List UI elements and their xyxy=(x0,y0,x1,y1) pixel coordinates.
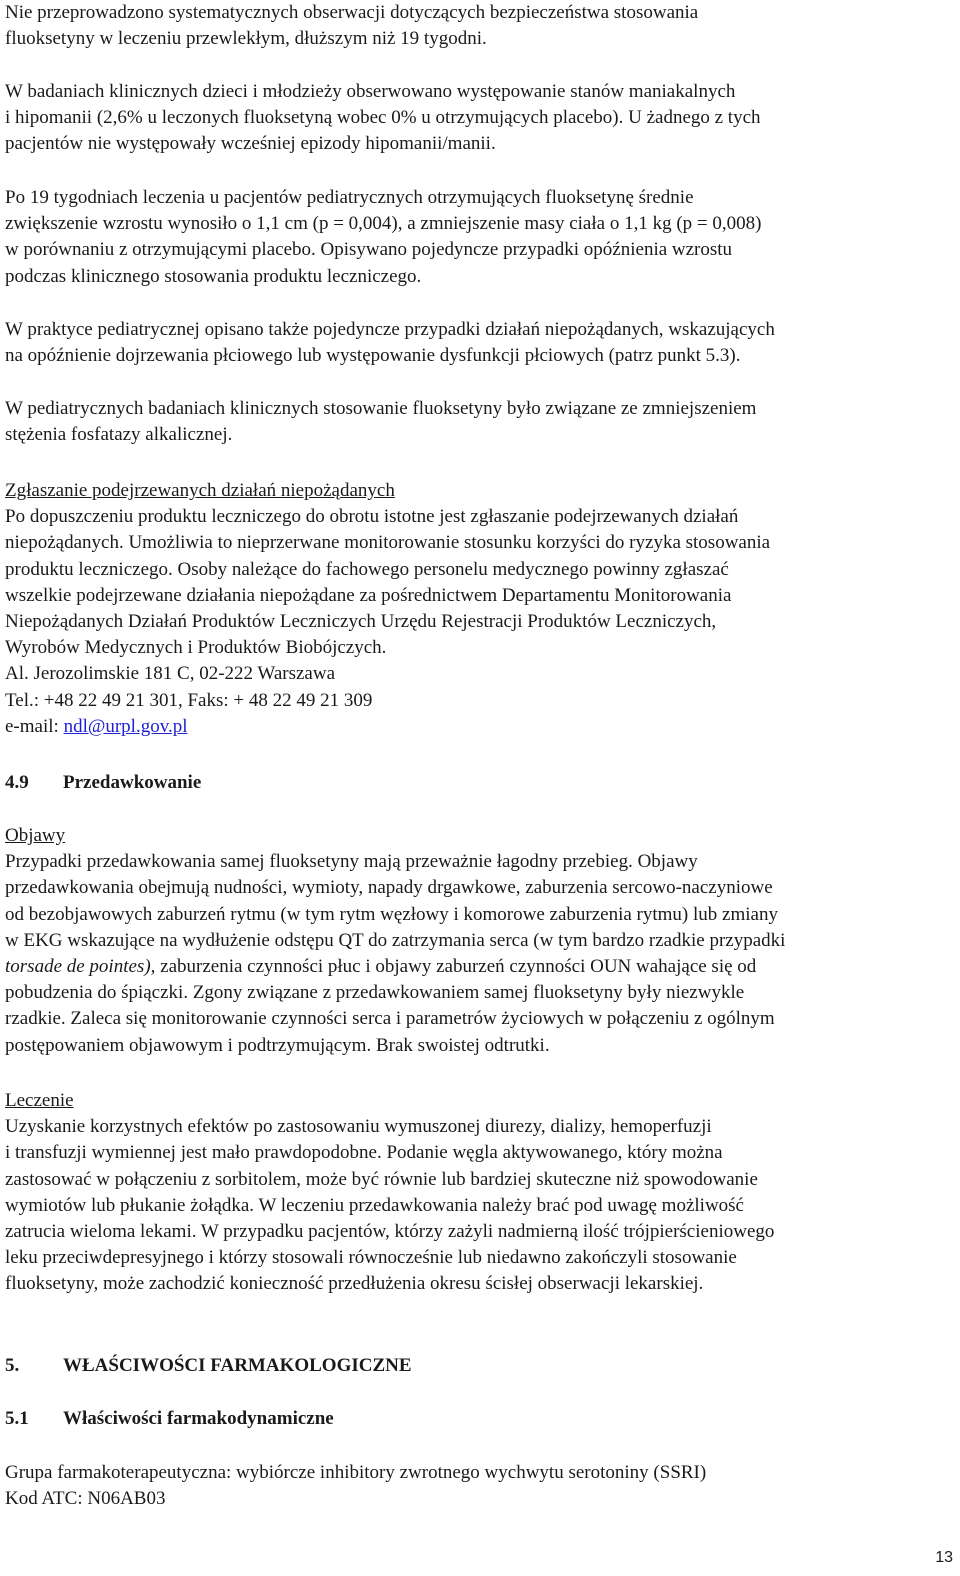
section-number: 5. xyxy=(5,1355,20,1376)
text-line: W praktyce pediatrycznej opisano także pojedyncze przypadki działań niepożądanych, wskazujących xyxy=(5,319,775,340)
text-line: Nie przeprowadzono systematycznych obserwacji dotyczących bezpieczeństwa stosowania xyxy=(5,2,699,23)
text-line: stężenia fosfatazy alkalicznej. xyxy=(5,424,233,446)
phone-line: Tel.: +48 22 49 21 301, Faks: + 48 22 49 21 309 xyxy=(5,689,373,711)
section-title: Właściwości farmakodynamiczne xyxy=(63,1408,334,1429)
section-symptoms xyxy=(5,823,955,1059)
subheading-reporting: Zgłaszanie podejrzewanych działań niepożądanych xyxy=(5,480,395,501)
section-treatment xyxy=(5,1088,955,1298)
text-line: wszelkie podejrzewane działania niepożądane za pośrednictwem Departamentu Monitorowania xyxy=(5,584,732,606)
text-line: w EKG wskazujące na wydłużenie odstępu QT do zatrzymania serca (w tym bardzo rzadkie przypadki xyxy=(5,929,786,951)
email-label: e-mail: xyxy=(5,715,64,737)
paragraph-mania xyxy=(5,79,955,158)
text-line: wymiotów lub płukanie żołądka. W leczeniu przedawkowania należy brać pod uwagę możliwość xyxy=(5,1194,744,1216)
text-line: i transfuzji wymiennej jest mało prawdopodobne. Podanie węgla aktywowanego, który można xyxy=(5,1142,723,1164)
page-number: 13 xyxy=(935,1549,953,1566)
text-line: W badaniach klinicznych dzieci i młodzieży obserwowano występowanie stanów maniakalnych xyxy=(5,81,736,102)
section-number: 5.1 xyxy=(5,1408,29,1429)
text-line: od bezobjawowych zaburzeń rytmu (w tym rytm węzłowy i komorowe zaburzenia rytmu) lub zmiany xyxy=(5,903,778,925)
text-line: rzadkie. Zaleca się monitorowanie czynności serca i parametrów życiowych w połączeniu z ogólnym xyxy=(5,1008,775,1030)
paragraph-atc xyxy=(5,1460,955,1512)
text-line: zwiększenie wzrostu wynosiło o 1,1 cm (p = 0,004), a zmniejszenie masy ciała o 1,1 kg (p = 0,008) xyxy=(5,213,762,235)
text-line: Uzyskanie korzystnych efektów po zastosowaniu wymuszonej diurezy, dializy, hemoperfuzji xyxy=(5,1116,712,1138)
subheading-treatment: Leczenie xyxy=(5,1090,74,1111)
heading-5-1 xyxy=(5,1406,955,1432)
text-line: pobudzenia do śpiączki. Zgony związane z przedawkowaniem samej fluoksetyny były niezwykle xyxy=(5,982,745,1004)
section-number: 4.9 xyxy=(5,772,29,793)
section-adverse-reporting xyxy=(5,478,955,740)
text-line: produktu leczniczego. Osoby należące do fachowego personelu medycznego powinny zgłaszać xyxy=(5,558,729,580)
text-line: W pediatrycznych badaniach klinicznych stosowanie fluoksetyny było związane ze zmniejszeniem xyxy=(5,398,757,419)
text-line: Po 19 tygodniach leczenia u pacjentów pediatrycznych otrzymujących fluoksetynę średnie xyxy=(5,187,694,208)
text-line: fluoksetyny, może zachodzić konieczność przedłużenia okresu ścisłej obserwacji lekarskiej. xyxy=(5,1273,704,1295)
text-line: pacjentów nie występowały wcześniej epizody hipomanii/manii. xyxy=(5,133,496,155)
text-line: niepożądanych. Umożliwia to nieprzerwane monitorowanie stosunku korzyści do ryzyka stosowania xyxy=(5,532,771,554)
text-line xyxy=(5,954,955,980)
address-line: Al. Jerozolimskie 181 C, 02-222 Warszawa xyxy=(5,663,336,685)
text-line: Przypadki przedawkowania samej fluoksetyny mają przeważnie łagodny przebieg. Objawy xyxy=(5,851,698,873)
text-line: przedawkowania obejmują nudności, wymioty, napady drgawkowe, zaburzenia sercowo-naczyniowe xyxy=(5,877,773,899)
paragraph-growth xyxy=(5,185,955,290)
text-line: zastosować w połączeniu z sorbitolem, może być równie lub bardziej skuteczne niż spowodowanie xyxy=(5,1168,758,1190)
text-line: leku przeciwdepresyjnego i którzy stosowali równocześnie lub niedawno zakończyli stosowanie xyxy=(5,1247,737,1269)
paragraph-puberty xyxy=(5,317,955,369)
heading-5 xyxy=(5,1353,955,1379)
email-link[interactable]: ndl@urpl.gov.pl xyxy=(63,715,188,737)
text-line: w porównaniu z otrzymującymi placebo. Opisywano pojedyncze przypadki opóźnienia wzrostu xyxy=(5,239,733,261)
text-line: zatrucia wieloma lekami. W przypadku pacjentów, którzy zażyli nadmierną ilość trójpierścieniowego xyxy=(5,1221,775,1243)
text-line: Wyrobów Medycznych i Produktów Biobójczych. xyxy=(5,637,387,659)
text-line: Grupa farmakoterapeutyczna: wybiórcze inhibitory zwrotnego wychwytu serotoniny (SSRI) xyxy=(5,1462,707,1483)
subheading-symptoms: Objawy xyxy=(5,825,66,846)
paragraph-long-term-safety xyxy=(5,0,955,52)
text-line: i hipomanii (2,6% u leczonych fluoksetyną wobec 0% u otrzymujących placebo). U żadnego z tych xyxy=(5,107,761,129)
text-line: na opóźnienie dojrzewania płciowego lub występowanie dysfunkcji płciowych (patrz punkt 5.3). xyxy=(5,345,741,367)
italic-term: torsade de pointes), xyxy=(5,956,156,978)
text-line: podczas klinicznego stosowania produktu leczniczego. xyxy=(5,265,422,287)
paragraph-alkaline-phosphatase xyxy=(5,396,955,448)
text-line: postępowaniem objawowym i podtrzymującym. Brak swoistej odtrutki. xyxy=(5,1034,550,1056)
heading-4-9 xyxy=(5,770,955,796)
email-line xyxy=(5,714,955,740)
text-fragment: zaburzenia czynności płuc i objawy zaburzeń czynności OUN wahające się od xyxy=(155,956,757,978)
text-line: fluoksetyny w leczeniu przewlekłym, dłuższym niż 19 tygodni. xyxy=(5,28,487,50)
section-title: WŁAŚCIWOŚCI FARMAKOLOGICZNE xyxy=(63,1355,412,1376)
section-title: Przedawkowanie xyxy=(63,772,202,793)
text-line: Niepożądanych Działań Produktów Leczniczych Urzędu Rejestracji Produktów Leczniczych, xyxy=(5,611,717,633)
text-line: Po dopuszczeniu produktu leczniczego do obrotu istotne jest zgłaszanie podejrzewanych działań xyxy=(5,506,739,528)
text-line: Kod ATC: N06AB03 xyxy=(5,1488,166,1510)
